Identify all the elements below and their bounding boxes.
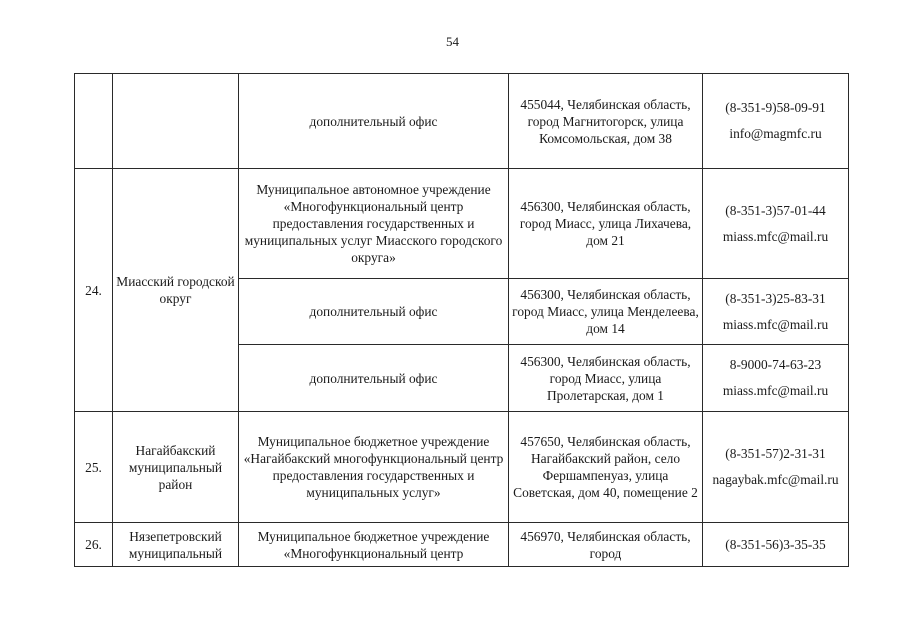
contact-cell xyxy=(703,523,849,567)
table-row xyxy=(75,412,849,523)
contact-cell xyxy=(703,345,849,412)
table-row xyxy=(75,74,849,169)
organization-name: Муниципальное бюджетное учреждение «Многофункциональный центр xyxy=(239,523,509,567)
phone-number: (8-351-56)3-35-35 xyxy=(725,536,826,552)
phone-number: (8-351-3)25-83-31 xyxy=(725,290,826,306)
phone-number: (8-351-9)58-09-91 xyxy=(725,100,826,115)
row-number xyxy=(75,74,113,169)
address: 456300, Челябинская область, город Миасс, улица Лихачева, дом 21 xyxy=(509,169,703,279)
email-address: info@magmfc.ru xyxy=(729,126,822,141)
phone-number: 8-9000-74-63-23 xyxy=(729,357,822,372)
district-name: Нязепетровский муниципальный xyxy=(113,523,239,567)
district-name: Нагайбакский муниципальный район xyxy=(113,412,239,523)
district-name: Миасский городской округ xyxy=(113,169,239,412)
phone-number: (8-351-57)2-31-31 xyxy=(725,446,826,461)
contact-cell xyxy=(703,412,849,523)
email-address: nagaybak.mfc@mail.ru xyxy=(712,472,839,487)
address: 456300, Челябинская область, город Миасс, улица Пролетарская, дом 1 xyxy=(509,345,703,412)
organization-name: дополнительный офис xyxy=(239,345,509,412)
page-number: 54 xyxy=(446,34,459,49)
organization-name: дополнительный офис xyxy=(239,279,509,345)
address: 455044, Челябинская область, город Магнитогорск, улица Комсомольская, дом 38 xyxy=(509,74,703,169)
phone-number: (8-351-3)57-01-44 xyxy=(725,202,826,218)
table-row xyxy=(75,169,849,279)
email-address: miass.mfc@mail.ru xyxy=(722,228,829,244)
contact-cell xyxy=(703,169,849,279)
row-number: 24. xyxy=(75,169,113,412)
address: 456970, Челябинская область, город xyxy=(509,523,703,567)
contact-cell xyxy=(703,74,849,169)
row-number: 26. xyxy=(75,523,113,567)
email-address: miass.mfc@mail.ru xyxy=(722,383,829,398)
district-name xyxy=(113,74,239,169)
address: 456300, Челябинская область, город Миасс, улица Менделеева, дом 14 xyxy=(509,279,703,345)
row-number: 25. xyxy=(75,412,113,523)
mfc-registry-table xyxy=(74,73,849,567)
organization-name: Муниципальное бюджетное учреждение «Нагайбакский многофункциональный центр предоставления государственных и муниципальных услуг» xyxy=(239,412,509,523)
email-address: miass.mfc@mail.ru xyxy=(722,316,829,332)
organization-name: дополнительный офис xyxy=(239,74,509,169)
organization-name: Муниципальное автономное учреждение «Многофункциональный центр предоставления государственных и муниципальных услуг Миасского городского округа» xyxy=(239,169,509,279)
table-row xyxy=(75,523,849,567)
contact-cell xyxy=(703,279,849,345)
address: 457650, Челябинская область, Нагайбакский район, село Фершампенуаз, улица Советская, дом 40, помещение 2 xyxy=(509,412,703,523)
